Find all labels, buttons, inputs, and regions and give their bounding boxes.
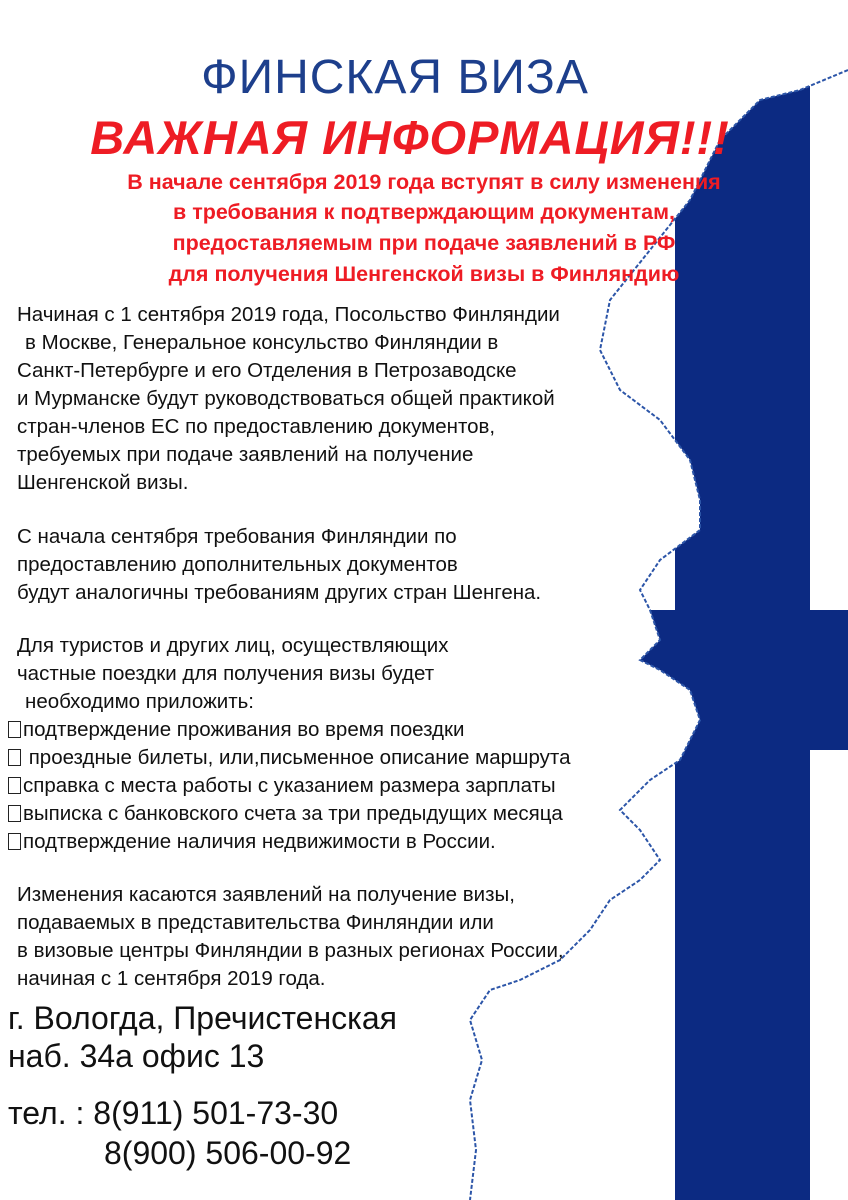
address-line-2: наб. 34а офис 13 bbox=[8, 1038, 265, 1074]
subtitle-line: В начале сентября 2019 года вступят в силу изменения bbox=[127, 170, 721, 194]
paragraph-3-line: частные поездки для получения визы будет bbox=[17, 662, 435, 685]
paragraph-3-line: Для туристов и других лиц, осуществляющих bbox=[17, 634, 449, 657]
requirement-item: подтверждение наличия недвижимости в России. bbox=[8, 830, 496, 854]
paragraph-4-line: начиная с 1 сентября 2019 года. bbox=[17, 967, 326, 990]
bullet-box-icon bbox=[8, 833, 21, 850]
requirement-item: подтверждение проживания во время поездки bbox=[8, 718, 464, 742]
paragraph-1-line: в Москве, Генеральное консульство Финляндии в bbox=[25, 331, 499, 354]
requirement-item: справка с места работы с указанием размера зарплаты bbox=[8, 774, 556, 798]
paragraph-1-line: Шенгенской визы. bbox=[17, 471, 189, 494]
paragraph-1-line: требуемых при подаче заявлений на получение bbox=[17, 443, 474, 466]
bullet-box-icon bbox=[8, 777, 21, 794]
paragraph-1-line: Начиная с 1 сентября 2019 года, Посольство Финляндии bbox=[17, 303, 560, 326]
paragraph-1-line: и Мурманске будут руководствоваться общей практикой bbox=[17, 387, 555, 410]
paragraph-1-line: стран-членов ЕС по предоставлению документов, bbox=[17, 415, 496, 438]
requirement-item: проездные билеты, или,письменное описание маршрута bbox=[8, 746, 570, 770]
subtitle-line: в требования к подтверждающим документам, bbox=[173, 200, 675, 224]
paragraph-1-line: Санкт-Петербурге и его Отделения в Петрозаводске bbox=[17, 359, 517, 382]
paragraph-4-line: в визовые центры Финляндии в разных регионах России, bbox=[17, 939, 564, 962]
phone-number-1: 8(911) 501-73-30 bbox=[93, 1095, 339, 1131]
bullet-box-icon bbox=[8, 721, 21, 738]
phone-number-2: 8(900) 506-00-92 bbox=[104, 1135, 352, 1171]
address-line-1: г. Вологда, Пречистенская bbox=[8, 1000, 397, 1036]
paragraph-4-line: Изменения касаются заявлений на получение визы, bbox=[17, 883, 515, 906]
subtitle-line: для получения Шенгенской визы в Финляндию bbox=[168, 262, 680, 286]
subtitle-line: предоставляемым при подаче заявлений в РФ bbox=[172, 231, 676, 255]
phone-line-1 bbox=[8, 1095, 338, 1132]
bullet-box-icon bbox=[8, 805, 21, 822]
paragraph-4-line: подаваемых в представительства Финляндии или bbox=[17, 911, 494, 934]
requirement-item: выписка с банковского счета за три предыдущих месяца bbox=[8, 802, 563, 826]
headline: ВАЖНАЯ ИНФОРМАЦИЯ!!! bbox=[90, 111, 730, 164]
bullet-box-icon bbox=[8, 749, 21, 766]
paragraph-2-line: предоставлению дополнительных документов bbox=[17, 553, 458, 576]
paragraph-3-line: необходимо приложить: bbox=[25, 690, 255, 713]
paragraph-2-line: будут аналогичны требованиям других стран Шенгена. bbox=[17, 581, 542, 604]
page-title: ФИНСКАЯ ВИЗА bbox=[201, 51, 589, 104]
phone-label: тел. : bbox=[8, 1095, 94, 1131]
paragraph-2-line: С начала сентября требования Финляндии по bbox=[17, 525, 457, 548]
